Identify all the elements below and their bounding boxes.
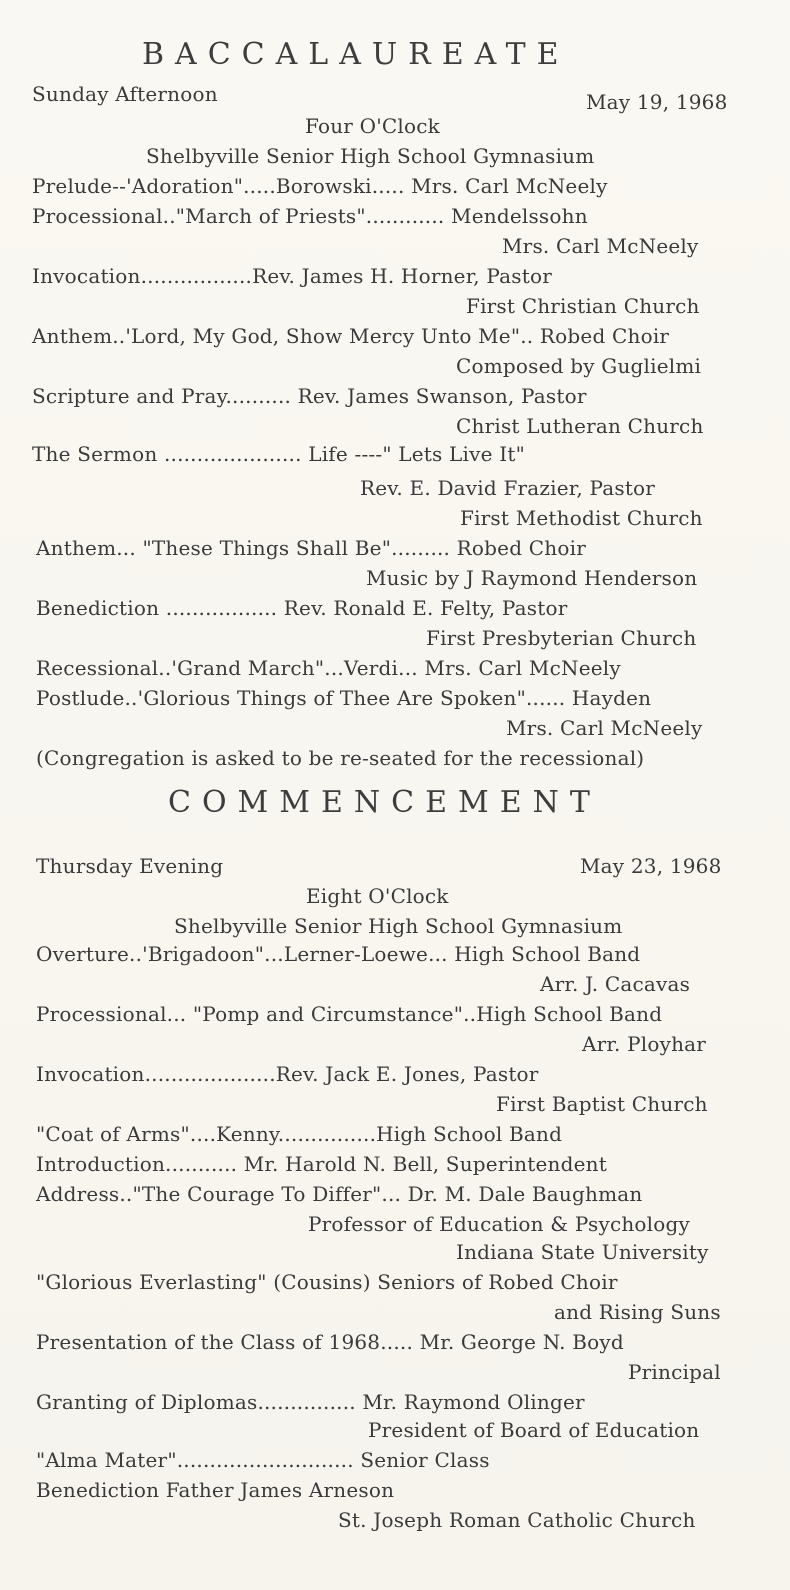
program-line: Prelude--'Adoration".....Borowski..... Mrs. Carl McNeely <box>32 174 608 198</box>
program-line: St. Joseph Roman Catholic Church <box>338 1508 696 1532</box>
program-line: Processional... "Pomp and Circumstance"..High School Band <box>36 1002 663 1026</box>
baccalaureate-place: Shelbyville Senior High School Gymnasium <box>146 144 595 168</box>
program-line: (Congregation is asked to be re-seated for the recessional) <box>36 746 645 770</box>
program-line: Anthem..'Lord, My God, Show Mercy Unto Me".. Robed Choir <box>32 324 670 348</box>
program-line: Professor of Education & Psychology <box>308 1212 691 1236</box>
program-line: First Presbyterian Church <box>426 626 697 650</box>
program-line: "Alma Mater"........................... Senior Class <box>36 1448 490 1472</box>
program-line: First Christian Church <box>466 294 700 318</box>
program-line: First Baptist Church <box>496 1092 708 1116</box>
baccalaureate-title: BACCALAUREATE <box>142 37 570 72</box>
program-line: Recessional..'Grand March"...Verdi... Mrs. Carl McNeely <box>36 656 621 680</box>
commencement-time: Eight O'Clock <box>306 884 449 908</box>
program-line: Indiana State University <box>456 1240 709 1264</box>
baccalaureate-day: Sunday Afternoon <box>32 82 218 106</box>
program-line: Postlude..'Glorious Things of Thee Are Spoken"...... Hayden <box>36 686 652 710</box>
program-line: The Sermon ..................... Life ----" Lets Live It" <box>32 442 525 466</box>
program-line: First Methodist Church <box>460 506 703 530</box>
program-line: Introduction........... Mr. Harold N. Bell, Superintendent <box>36 1152 607 1176</box>
program-line: Principal <box>628 1360 721 1384</box>
program-line: "Coat of Arms"....Kenny...............High School Band <box>36 1122 563 1146</box>
program-line: Anthem... "These Things Shall Be"......... Robed Choir <box>36 536 586 560</box>
program-line: "Glorious Everlasting" (Cousins) Seniors of Robed Choir <box>36 1270 618 1294</box>
program-line: Arr. J. Cacavas <box>540 972 691 996</box>
program-line: Scripture and Pray.......... Rev. James Swanson, Pastor <box>32 384 587 408</box>
program-line: Mrs. Carl McNeely <box>502 234 699 258</box>
program-line: Invocation....................Rev. Jack E. Jones, Pastor <box>36 1062 539 1086</box>
program-line: Music by J Raymond Henderson <box>366 566 698 590</box>
program-line: Granting of Diplomas............... Mr. Raymond Olinger <box>36 1390 585 1414</box>
program-line: and Rising Suns <box>554 1300 721 1324</box>
baccalaureate-time: Four O'Clock <box>305 114 440 138</box>
program-line: Overture..'Brigadoon"...Lerner-Loewe... High School Band <box>36 942 641 966</box>
program-line: President of Board of Education <box>368 1418 700 1442</box>
program-line: Mrs. Carl McNeely <box>506 716 703 740</box>
commencement-title: COMMENCEMENT <box>168 785 601 820</box>
commencement-place: Shelbyville Senior High School Gymnasium <box>174 914 623 938</box>
program-line: Processional.."March of Priests"............ Mendelssohn <box>32 204 588 228</box>
commencement-day: Thursday Evening <box>36 854 224 878</box>
program-line: Christ Lutheran Church <box>456 414 704 438</box>
program-line: Composed by Guglielmi <box>456 354 702 378</box>
program-line: Address.."The Courage To Differ"... Dr. M. Dale Baughman <box>36 1182 643 1206</box>
program-line: Arr. Ployhar <box>582 1032 707 1056</box>
program-line: Presentation of the Class of 1968..... Mr. George N. Boyd <box>36 1330 624 1354</box>
commencement-date: May 23, 1968 <box>580 854 722 878</box>
program-line: Rev. E. David Frazier, Pastor <box>360 476 656 500</box>
program-line: Invocation.................Rev. James H. Horner, Pastor <box>32 264 552 288</box>
baccalaureate-date: May 19, 1968 <box>586 90 728 114</box>
program-line: Benediction ................. Rev. Ronald E. Felty, Pastor <box>36 596 568 620</box>
program-line: Benediction Father James Arneson <box>36 1478 395 1502</box>
